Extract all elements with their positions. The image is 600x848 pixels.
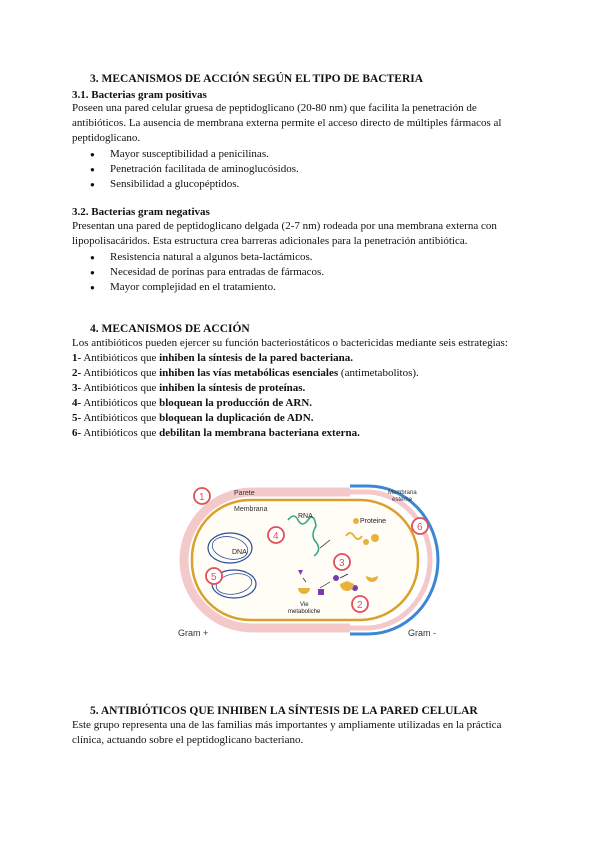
- svg-text:5: 5: [211, 572, 217, 583]
- marker-3: [334, 554, 350, 570]
- gram-negative-paragraph: Presentan una pared de peptidoglicano delgada (2-7 nm) rodeada por una membrana externa con lipopolisacáridos. Esta estructura crea barreras adicionales para la penetración antibiótica.: [72, 220, 497, 247]
- marker-5: [206, 568, 222, 584]
- gram-positive-bullets: [90, 147, 299, 192]
- gram-negative-bullets: [90, 250, 324, 295]
- list-item: ● Sensibilidad a glucopéptidos.: [90, 177, 299, 192]
- marker-1: [194, 488, 210, 504]
- gram-positive-paragraph: Poseen una pared celular gruesa de peptidoglicano (20-80 nm) que facilita la penetración de antibióticos. La ausencia de membrana externa permite el acceso directo de múltiples fármacos al peptidoglicano.: [72, 102, 502, 144]
- gram-negative-label: Gram -: [408, 628, 436, 638]
- membrana-esterna-label: Membrana: [388, 490, 417, 496]
- parete-label: Parete: [234, 490, 255, 497]
- vie-label: Vie: [300, 602, 309, 608]
- metabolite-square: [318, 589, 324, 595]
- section-3-heading: 3. MECANISMOS DE ACCIÓN SEGÚN EL TIPO DE BACTERIA: [90, 73, 424, 85]
- proteine-label: Proteine: [360, 518, 387, 525]
- list-item: ● Resistencia natural a algunos beta-lactámicos.: [90, 250, 324, 265]
- svg-text:4: 4: [273, 531, 279, 542]
- mechanism-list: [72, 351, 532, 441]
- svg-text:1: 1: [199, 492, 205, 503]
- dna-label: DNA: [232, 549, 247, 556]
- list-item: 2- Antibióticos que inhiben las vías metabólicas esenciales (antimetabolitos).: [72, 367, 419, 379]
- svg-text:2: 2: [357, 600, 363, 611]
- marker-6: [412, 518, 428, 534]
- list-item: ● Necesidad de porinas para entradas de fármacos.: [90, 265, 324, 280]
- list-item: 5- Antibióticos que bloquean la duplicación de ADN.: [72, 412, 314, 424]
- section-4-intro: Los antibióticos pueden ejercer su función bacteriostáticos o bactericidas mediante seis estrategias:: [72, 337, 508, 349]
- list-item: 4- Antibióticos que bloquean la producción de ARN.: [72, 397, 313, 409]
- gram-positive-title: 3.1. Bacterias gram positivas: [72, 89, 207, 101]
- metaboliche-label: metaboliche: [288, 609, 321, 615]
- svg-text:6: 6: [417, 522, 423, 533]
- list-item: ● Mayor susceptibilidad a penicilinas.: [90, 147, 299, 162]
- list-item: ● Mayor complejidad en el tratamiento.: [90, 280, 324, 295]
- section-5-paragraph: Este grupo representa una de las familias más importantes y ampliamente utilizadas en la práctica clínica, actuando sobre el peptidoglicano bacteriano.: [72, 719, 502, 746]
- section-5-heading: 5. ANTIBIÓTICOS QUE INHIBEN LA SÍNTESIS DE LA PARED CELULAR: [90, 705, 478, 717]
- list-item: ● Penetración facilitada de aminoglucósidos.: [90, 162, 299, 177]
- section-4-heading: 4. MECANISMOS DE ACCIÓN: [90, 323, 250, 335]
- gram-positive-label: Gram +: [178, 628, 209, 638]
- svg-text:3: 3: [339, 558, 345, 569]
- metabolite-circle: [333, 575, 339, 581]
- marker-4: [268, 527, 284, 543]
- list-item: 3- Antibióticos que inhiben la síntesis de proteínas.: [72, 382, 306, 394]
- protein-mark: [371, 534, 379, 542]
- protein-mark: [363, 539, 369, 545]
- list-item: 6- Antibióticos que debilitan la membrana bacteriana externa.: [72, 427, 360, 439]
- marker-2: [352, 596, 368, 612]
- bacteria-diagram: [170, 478, 440, 648]
- rna-label: RNA: [298, 513, 313, 520]
- membrana-label: Membrana: [234, 506, 268, 513]
- gram-negative-title: 3.2. Bacterias gram negativas: [72, 206, 210, 218]
- list-item: 1- Antibióticos que inhiben la síntesis de la pared bacteriana.: [72, 352, 353, 364]
- esterna-label: esterna: [392, 497, 413, 503]
- protein-mark: [353, 518, 359, 524]
